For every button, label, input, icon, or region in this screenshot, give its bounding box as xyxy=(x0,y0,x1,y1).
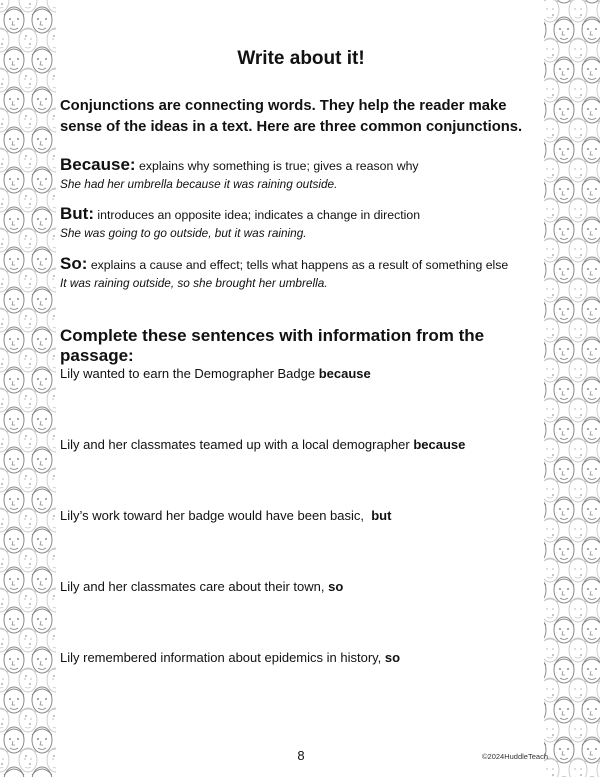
prompt-conjunction: but xyxy=(371,508,392,523)
conjunction-because xyxy=(60,156,419,193)
prompt-conjunction: because xyxy=(318,366,371,381)
page-title: Write about it! xyxy=(237,48,365,69)
left-face-pattern-border xyxy=(0,0,56,777)
conjunction-term: But: xyxy=(60,204,94,223)
sentence-prompt xyxy=(60,650,400,665)
prompt-text: Lily’s work toward her badge would have been basic, xyxy=(60,508,372,523)
right-face-pattern-border xyxy=(544,0,600,777)
page-number: 8 xyxy=(297,748,305,763)
conjunction-example: She was going to go outside, but it was raining. xyxy=(60,226,307,240)
copyright-notice: ©2024HuddleTeach xyxy=(482,752,548,761)
intro-paragraph: Conjunctions are connecting words. They help the reader make sense of the ideas in a text. Here are three common conjunctions. xyxy=(60,98,523,135)
conjunction-definition: explains a cause and effect; tells what happens as a result of something else xyxy=(90,258,509,272)
conjunction-definition: introduces an opposite idea; indicates a change in direction xyxy=(97,208,421,222)
conjunction-but xyxy=(60,205,420,242)
sentence-prompt xyxy=(60,437,465,452)
sentence-prompt xyxy=(60,508,391,523)
prompt-conjunction: because xyxy=(413,437,466,452)
conjunction-so xyxy=(60,255,508,292)
face-pattern-illustration xyxy=(0,0,56,777)
conjunction-definition: explains why something is true; gives a reason why xyxy=(139,159,419,173)
prompt-text: Lily and her classmates care about their town, xyxy=(60,579,329,594)
prompt-conjunction: so xyxy=(384,650,401,665)
conjunction-example: She had her umbrella because it was raining outside. xyxy=(60,177,338,191)
conjunction-term: So: xyxy=(60,254,88,273)
section-heading: Complete these sentences with information from the passage: xyxy=(60,326,485,365)
conjunction-example: It was raining outside, so she brought her umbrella. xyxy=(60,276,328,290)
prompt-text: Lily wanted to earn the Demographer Badge xyxy=(60,366,319,381)
sentence-prompt xyxy=(60,579,343,594)
prompt-text: Lily and her classmates teamed up with a local demographer xyxy=(60,437,414,452)
prompt-conjunction: so xyxy=(328,579,344,594)
sentence-prompt xyxy=(60,366,371,381)
worksheet-page xyxy=(58,0,548,777)
conjunction-term: Because: xyxy=(60,155,136,174)
prompt-text: Lily remembered information about epidemics in history, xyxy=(60,650,385,665)
face-pattern-illustration xyxy=(544,0,600,777)
